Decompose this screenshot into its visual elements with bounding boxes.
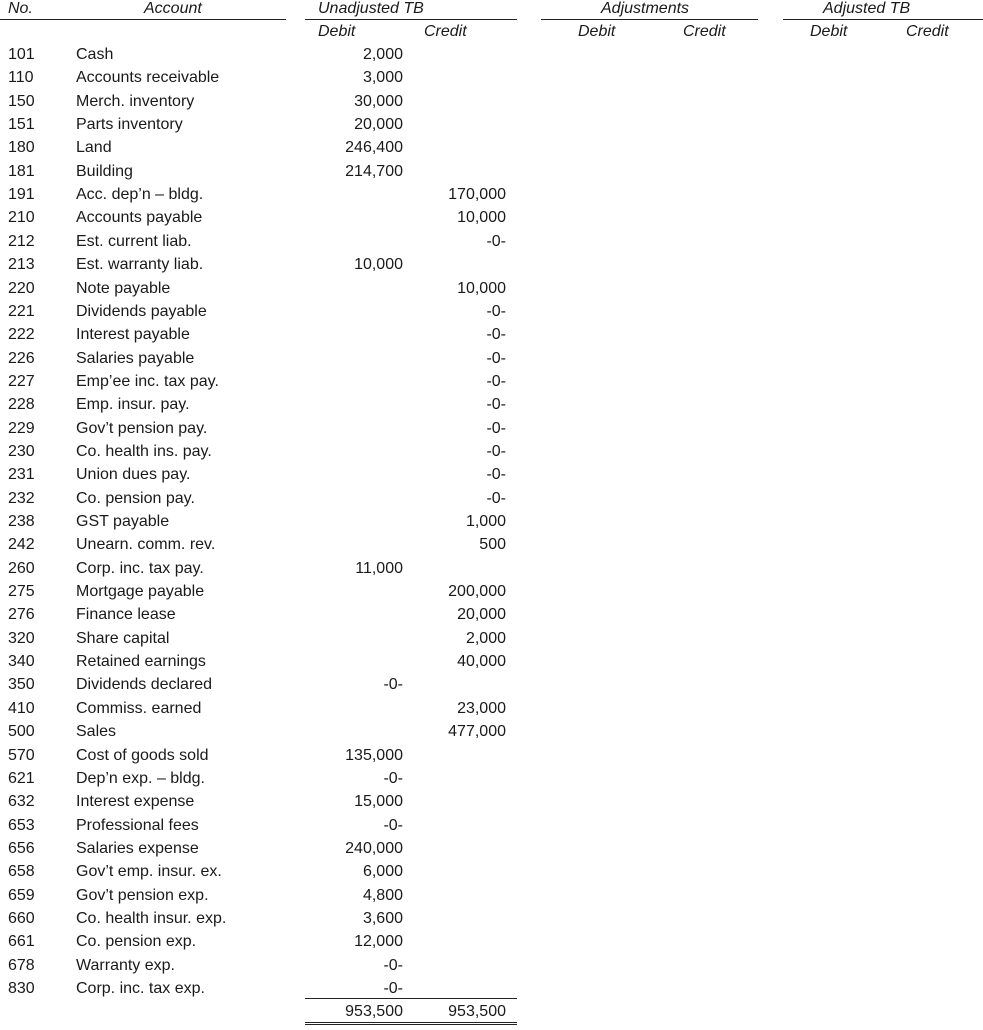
account-number: 276 — [8, 606, 35, 624]
unadjusted-debit: 240,000 — [345, 839, 403, 857]
unadjusted-debit: 214,700 — [345, 162, 403, 180]
total-credit: 953,500 — [448, 1003, 506, 1020]
table-row — [0, 814, 983, 837]
table-row — [0, 253, 983, 276]
unadjusted-debit: -0- — [383, 676, 403, 694]
header-rule-adjustments — [541, 19, 758, 20]
account-number: 230 — [8, 442, 35, 460]
account-name: Acc. dep’n – bldg. — [76, 186, 204, 204]
adjusted-credit-header: Credit — [906, 23, 949, 40]
unadjusted-credit: -0- — [486, 326, 506, 344]
unadjusted-debit: 30,000 — [354, 92, 403, 110]
account-number: 212 — [8, 232, 35, 250]
account-number: 213 — [8, 256, 35, 274]
unadjusted-debit: 11,000 — [355, 559, 403, 577]
account-name: Sales — [76, 723, 117, 741]
account-name: Merch. inventory — [76, 92, 195, 110]
table-row — [0, 136, 983, 159]
account-number: 350 — [8, 676, 35, 694]
table-row — [0, 347, 983, 370]
unadjusted-credit: 20,000 — [457, 606, 506, 624]
account-name: Accounts receivable — [76, 69, 220, 87]
table-row — [0, 393, 983, 416]
account-number: 232 — [8, 489, 35, 507]
unadjusted-credit: 200,000 — [448, 583, 506, 601]
unadjusted-credit: -0- — [486, 349, 506, 367]
unadjusted-debit: 246,400 — [345, 139, 403, 157]
total-debit: 953,500 — [345, 1003, 403, 1020]
unadjusted-debit: 20,000 — [354, 116, 403, 134]
table-row — [0, 230, 983, 253]
account-number: 653 — [8, 816, 35, 834]
unadjusted-debit: 2,000 — [362, 46, 403, 63]
table-row — [0, 767, 983, 790]
header-no: No. — [8, 0, 33, 17]
unadjusted-debit: -0- — [383, 980, 403, 997]
unadjusted-credit: 477,000 — [448, 723, 506, 741]
table-row — [0, 370, 983, 393]
account-name: Gov’t pension exp. — [76, 886, 209, 904]
unadjusted-credit: 23,000 — [457, 699, 506, 717]
unadjusted-credit: 1,000 — [465, 513, 506, 530]
account-number: 660 — [8, 909, 35, 927]
table-row — [0, 907, 983, 930]
account-name: Interest payable — [76, 326, 190, 344]
table-row — [0, 277, 983, 300]
account-number: 570 — [8, 746, 35, 764]
unadjusted-debit: 3,600 — [362, 909, 403, 927]
account-name: Commiss. earned — [76, 699, 202, 717]
totals-row — [0, 1000, 983, 1023]
table-row — [0, 930, 983, 953]
table-row — [0, 487, 983, 510]
account-name: Corp. inc. tax exp. — [76, 980, 205, 997]
account-number: 228 — [8, 396, 35, 414]
account-number: 238 — [8, 513, 35, 530]
table-row — [0, 440, 983, 463]
table-row — [0, 697, 983, 720]
table-row — [0, 580, 983, 603]
unadjusted-debit: 3,000 — [362, 69, 403, 87]
unadjusted-debit-header: Debit — [318, 23, 356, 40]
account-name: Building — [76, 162, 133, 180]
unadjusted-credit: -0- — [486, 396, 506, 414]
unadjusted-credit: 10,000 — [457, 209, 506, 227]
header-adjusted-tb: Adjusted TB — [823, 0, 911, 17]
totals-rule-debit — [305, 998, 411, 999]
unadjusted-debit: -0- — [383, 816, 403, 834]
table-row — [0, 884, 983, 907]
unadjusted-debit: 6,000 — [362, 863, 403, 881]
account-number: 242 — [8, 536, 35, 554]
account-name: Salaries payable — [76, 349, 195, 367]
account-name: Est. warranty liab. — [76, 256, 204, 274]
account-name: Dividends declared — [76, 676, 213, 694]
account-name: Emp’ee inc. tax pay. — [76, 372, 219, 390]
account-number: 659 — [8, 886, 35, 904]
unadjusted-credit: -0- — [486, 466, 506, 484]
account-number: 151 — [8, 116, 35, 134]
account-number: 210 — [8, 209, 35, 227]
account-number: 150 — [8, 92, 35, 110]
header-account: Account — [144, 0, 202, 17]
unadjusted-credit: -0- — [486, 372, 506, 390]
account-name: Share capital — [76, 629, 170, 647]
table-row — [0, 533, 983, 556]
header-rule-adjusted — [783, 19, 983, 20]
unadjusted-credit: 2,000 — [465, 629, 506, 647]
table-row — [0, 206, 983, 229]
account-number: 226 — [8, 349, 35, 367]
account-number: 621 — [8, 769, 35, 787]
totals-double-rule — [305, 1022, 517, 1025]
table-row — [0, 300, 983, 323]
account-number: 320 — [8, 629, 35, 647]
account-number: 830 — [8, 980, 35, 997]
table-row — [0, 160, 983, 183]
table-row — [0, 720, 983, 743]
account-name: Professional fees — [76, 816, 199, 834]
unadjusted-credit: 40,000 — [457, 653, 506, 671]
account-number: 275 — [8, 583, 35, 601]
table-row — [0, 860, 983, 883]
account-name: Cost of goods sold — [76, 746, 209, 764]
account-number: 229 — [8, 419, 35, 437]
account-number: 340 — [8, 653, 35, 671]
account-name: Emp. insur. pay. — [76, 396, 190, 414]
table-row — [0, 650, 983, 673]
account-name: Co. pension pay. — [76, 489, 195, 507]
header-rule-left — [0, 19, 286, 20]
account-number: 221 — [8, 302, 35, 320]
table-row — [0, 66, 983, 89]
unadjusted-debit: 15,000 — [354, 793, 403, 811]
unadjusted-credit: 10,000 — [457, 279, 506, 297]
unadjusted-debit: 10,000 — [354, 256, 403, 274]
account-number: 500 — [8, 723, 35, 741]
table-row — [0, 417, 983, 440]
account-name: Land — [76, 139, 112, 157]
header-unadjusted-tb: Unadjusted TB — [318, 0, 424, 17]
account-name: Co. pension exp. — [76, 933, 197, 951]
table-row — [0, 603, 983, 626]
totals-rule-credit — [411, 998, 517, 999]
adjustments-credit-header: Credit — [683, 23, 726, 40]
table-row — [0, 790, 983, 813]
unadjusted-debit: 4,800 — [362, 886, 403, 904]
account-name: Gov’t pension pay. — [76, 419, 208, 437]
unadjusted-debit: 135,000 — [345, 746, 403, 764]
unadjusted-credit: 500 — [479, 536, 506, 554]
account-number: 180 — [8, 139, 35, 157]
account-name: Co. health insur. exp. — [76, 909, 227, 927]
unadjusted-credit: -0- — [486, 419, 506, 437]
unadjusted-credit: -0- — [486, 442, 506, 460]
account-number: 658 — [8, 863, 35, 881]
table-row — [0, 954, 983, 977]
table-row — [0, 463, 983, 486]
unadjusted-credit-header: Credit — [424, 23, 467, 40]
account-name: Note payable — [76, 279, 171, 297]
table-row — [0, 510, 983, 533]
table-row — [0, 744, 983, 767]
adjusted-debit-header: Debit — [810, 23, 848, 40]
unadjusted-debit: 12,000 — [354, 933, 403, 951]
table-row — [0, 90, 983, 113]
account-name: Gov’t emp. insur. ex. — [76, 863, 222, 881]
account-number: 231 — [8, 466, 35, 484]
account-number: 101 — [8, 46, 35, 63]
account-name: Interest expense — [76, 793, 195, 811]
account-number: 191 — [8, 186, 35, 204]
account-number: 220 — [8, 279, 35, 297]
table-row — [0, 837, 983, 860]
account-name: Co. health ins. pay. — [76, 442, 212, 460]
account-name: Mortgage payable — [76, 583, 205, 601]
account-number: 410 — [8, 699, 35, 717]
table-row — [0, 977, 983, 1000]
account-name: Union dues pay. — [76, 466, 191, 484]
account-name: Finance lease — [76, 606, 176, 624]
account-name: Dividends payable — [76, 302, 207, 320]
account-name: GST payable — [76, 513, 170, 530]
table-row — [0, 113, 983, 136]
table-row — [0, 183, 983, 206]
table-row — [0, 557, 983, 580]
table-row — [0, 673, 983, 696]
account-name: Unearn. comm. rev. — [76, 536, 216, 554]
unadjusted-credit: -0- — [486, 489, 506, 507]
account-name: Parts inventory — [76, 116, 183, 134]
table-row — [0, 323, 983, 346]
account-number: 222 — [8, 326, 35, 344]
adjustments-debit-header: Debit — [578, 23, 616, 40]
unadjusted-debit: -0- — [383, 956, 403, 974]
account-number: 656 — [8, 839, 35, 857]
unadjusted-debit: -0- — [383, 769, 403, 787]
table-row — [0, 43, 983, 66]
account-name: Retained earnings — [76, 653, 206, 671]
account-name: Dep’n exp. – bldg. — [76, 769, 205, 787]
unadjusted-credit: -0- — [486, 232, 506, 250]
account-name: Corp. inc. tax pay. — [76, 559, 204, 577]
account-name: Est. current liab. — [76, 232, 192, 250]
account-name: Salaries expense — [76, 839, 199, 857]
account-name: Cash — [76, 46, 114, 63]
account-number: 678 — [8, 956, 35, 974]
account-number: 661 — [8, 933, 35, 951]
account-number: 632 — [8, 793, 35, 811]
account-name: Accounts payable — [76, 209, 203, 227]
account-number: 110 — [8, 69, 34, 87]
unadjusted-credit: -0- — [486, 302, 506, 320]
account-name: Warranty exp. — [76, 956, 175, 974]
header-adjustments: Adjustments — [601, 0, 690, 17]
header-rule-unadjusted — [305, 19, 517, 20]
account-number: 227 — [8, 372, 35, 390]
account-number: 181 — [8, 162, 35, 180]
table-row — [0, 627, 983, 650]
unadjusted-credit: 170,000 — [448, 186, 506, 204]
account-number: 260 — [8, 559, 35, 577]
